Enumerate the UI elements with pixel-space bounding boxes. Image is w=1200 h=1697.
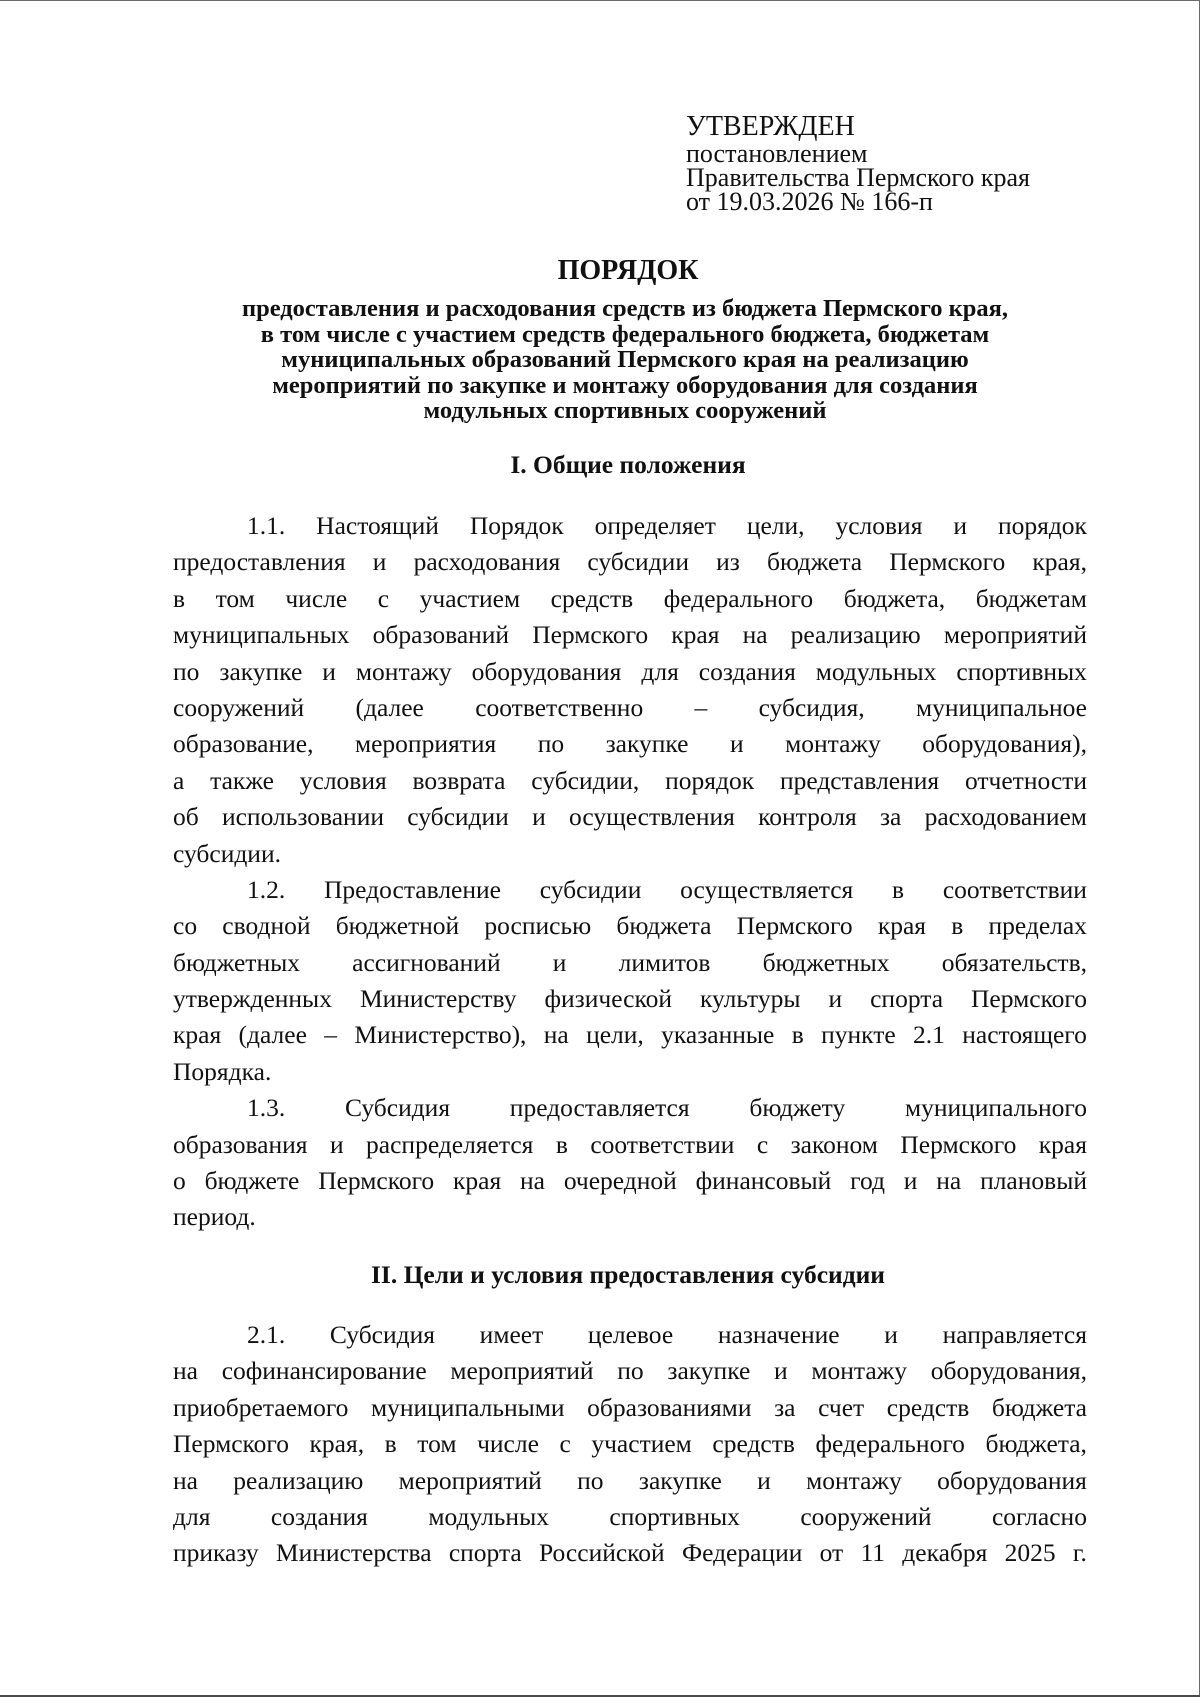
word: субсидии [407,802,509,832]
word: также [210,765,274,795]
word: федерального [815,1429,965,1459]
approval-line: Правительства Пермского края [686,163,1030,192]
text-line [173,544,1087,580]
word: муниципальными [370,1392,565,1422]
word: на [173,1465,198,1495]
word: 2.1. [247,1320,286,1349]
word: условия [835,511,923,540]
word: закупке [219,656,303,686]
word: субсидии, [531,765,640,795]
word: и [532,802,546,832]
word: спорта [448,1538,522,1568]
word: бюджета, [843,583,946,613]
word: мероприятия [354,729,497,759]
word: муниципального [904,1093,1087,1123]
word: края [1038,1129,1087,1159]
word: Настоящий [316,511,439,540]
word: субсидии [587,547,689,577]
word: и [372,547,387,577]
word: края [671,620,720,650]
text-line [173,1090,1087,1126]
word: плановый [980,1166,1087,1196]
word: спортивных [609,1501,740,1531]
word: и [903,1166,918,1196]
word: в [173,583,186,613]
word: 1.1. [247,511,286,540]
text-line [173,1426,1087,1462]
word: в [384,1429,397,1459]
word: реализацию [233,1465,364,1495]
text-line [173,799,1087,835]
word: сводной [222,911,311,941]
word: монтажу [355,656,452,686]
document-subtitle [172,296,1078,424]
word: (далее [238,1020,307,1050]
word: финансовый [695,1166,832,1196]
word: и [953,511,968,540]
word: том [215,583,255,613]
word: края [453,1166,502,1196]
word: на [936,1166,962,1196]
word: цели, [746,511,805,540]
text-line [173,1463,1087,1499]
word: соответственно [475,692,644,722]
word: Пермского [971,984,1087,1014]
word: с [377,583,390,613]
word: сооружений [173,692,305,722]
word: бюджетных [173,947,300,977]
word: назначение [717,1320,840,1349]
word: на [520,1166,545,1196]
word: представления [779,765,940,795]
word: и [828,984,843,1014]
word: бюджету [749,1093,846,1123]
word: из [716,547,740,577]
text-line: субсидии. [173,838,281,868]
word: Пермского [736,911,853,941]
section-2-heading: II. Цели и условия предоставления субсидии [371,1260,885,1289]
word: росписью [484,911,592,941]
approval-line: постановлением [686,139,868,168]
text-line: Порядка. [173,1056,272,1086]
word: – [694,692,708,722]
word: предоставления [173,547,346,577]
word: муниципальных [173,620,350,650]
word: согласно [991,1501,1087,1531]
approval-line: от 19.03.2026 № 166-п [686,187,933,216]
subtitle-line: модульных спортивных сооружений [423,397,827,424]
word: монтажу [811,1356,908,1386]
word: Федерации [681,1538,803,1568]
word: модульных [815,656,937,686]
word: и [757,1465,771,1495]
subtitle-line: в том числе с участием средств федерального бюджета, бюджетам [260,320,990,348]
text-line [173,1535,1087,1571]
word: ассигнований [352,947,501,977]
word: за [879,802,902,832]
word: пределах [988,911,1087,941]
word: порядок [665,765,755,795]
word: возврата [412,765,506,795]
word: порядок [997,511,1087,540]
word: закупке [638,1465,722,1495]
word: условия [299,765,387,795]
text-line [173,690,1087,726]
subtitle-line: муниципальных образований Пермского края на реализацию [281,346,969,373]
word: Российской [539,1538,665,1568]
document-title: ПОРЯДОК [557,255,699,286]
word: оборудования [937,1465,1087,1495]
word: средств [550,583,634,613]
word: спортивных [956,656,1087,686]
word: и [322,656,336,686]
text-line [173,1499,1087,1535]
word: со [173,911,198,941]
word: закупке [667,1356,751,1386]
word: монтажу [785,729,881,759]
subtitle-line: мероприятий по закупке и монтажу оборудования для создания [272,371,978,399]
word: законом [790,1129,878,1159]
word: и [773,1356,788,1386]
text-line [173,872,1087,908]
word: расходованием [924,802,1087,832]
word: по [537,729,565,759]
word: 2025 [1004,1538,1056,1568]
word: числе [477,1429,539,1459]
word: Порядок [469,511,564,540]
text-line [173,617,1087,653]
word: создания [270,1501,368,1531]
word: утвержденных [173,984,332,1014]
text-line [173,1390,1087,1426]
word: осуществления [568,802,735,832]
word: Министерство), [354,1020,527,1050]
word: реализацию [790,620,921,650]
word: монтажу [806,1465,902,1495]
word: числе [285,583,348,613]
word: том [417,1429,457,1459]
word: 1.2. [247,874,286,904]
word: от [819,1538,844,1568]
word: бюджетных [762,947,890,977]
text-line [173,726,1087,762]
word: по [173,656,200,686]
word: бюджета [616,911,712,941]
word: приказу [173,1538,259,1568]
word: расходования [413,547,561,577]
word: и [552,947,567,977]
word: цели, [586,1020,644,1050]
text-line [173,1017,1087,1053]
word: предоставляется [509,1093,690,1123]
word: бюджетам [975,583,1087,613]
word: – [324,1020,337,1050]
text-line [173,1163,1087,1199]
word: модульных [428,1501,549,1531]
word: г. [1072,1538,1087,1568]
word: за [774,1392,796,1422]
text-line [173,908,1087,944]
word: физической [544,984,672,1014]
word: пункте [821,1020,896,1050]
word: края [173,1020,222,1050]
word: имеет [479,1320,544,1349]
word: на [173,1356,198,1386]
word: а [173,765,185,795]
word: контроля [758,802,857,832]
word: и [729,729,744,759]
word: (далее [355,692,424,722]
word: счет [818,1392,865,1422]
word: об [173,802,199,832]
word: отчетности [964,765,1087,795]
word: Субсидия [344,1093,451,1123]
word: 1.3. [247,1093,286,1123]
word: муниципальное [915,692,1087,722]
word: Пермского [318,1166,435,1196]
text-line [173,1353,1087,1389]
word: бюджете [204,1166,300,1196]
word: субсидии [539,874,642,904]
word: образованиями [587,1392,752,1422]
word: с [559,1429,571,1459]
word: оборудования, [930,1356,1087,1386]
word: образований [372,620,510,650]
word: обязательств, [941,947,1087,977]
word: определяет [594,511,716,540]
word: в [791,1020,804,1050]
text-line [173,508,1087,544]
word: в [951,911,964,941]
word: в [555,1129,568,1159]
subtitle-line: предоставления и расходования средств из бюджета Пермского края, [241,295,1009,322]
word: о [173,1166,186,1196]
word: Предоставление [324,874,501,904]
word: соответствии [590,1129,735,1159]
word: субсидия, [758,692,865,722]
word: бюджетной [335,911,460,941]
word: и [329,1129,344,1159]
word: для [173,1501,211,1531]
word: края [877,911,927,941]
text-line [173,654,1087,690]
text-line [173,581,1087,617]
word: очередной [563,1166,677,1196]
word: год [850,1166,885,1196]
word: Пермского [173,1429,289,1459]
word: мероприятий [450,1356,594,1386]
word: образование, [173,729,314,759]
word: лимитов [618,947,711,977]
text-line [173,1317,1087,1353]
word: для [641,656,679,686]
word: 2.1 [913,1020,945,1050]
approval-word: УТВЕРЖДЕН [686,111,855,142]
word: Пермского [889,547,1006,577]
word: культуры [699,984,801,1014]
word: бюджета [991,1392,1087,1422]
word: с [756,1129,769,1159]
word: бюджета, [985,1429,1087,1459]
word: софинансирование [221,1356,427,1386]
word: участием [419,583,521,613]
word: приобретаемого [173,1392,349,1422]
word: оборудования), [922,729,1087,759]
word: сооружений [800,1501,932,1531]
section-2-body [173,1317,1087,1572]
word: по [617,1356,644,1386]
word: спорта [870,984,944,1014]
word: средств [886,1392,970,1422]
word: декабря [902,1538,988,1568]
word: федерального [663,583,814,613]
word: Министерства [275,1538,432,1568]
word: по [577,1465,604,1495]
word: образования [173,1129,308,1159]
word: Субсидия [329,1320,435,1349]
word: использовании [221,802,384,832]
word: края, [1032,547,1087,577]
word: средств [712,1429,795,1459]
word: осуществляется [680,874,854,904]
word: распределяется [366,1129,534,1159]
section-1-body [173,508,1087,1236]
word: бюджета [767,547,863,577]
word: оборудования [471,656,622,686]
word: настоящего [962,1020,1087,1050]
text-line [173,763,1087,799]
word: Пермского [532,620,649,650]
text-line [173,1127,1087,1163]
text-line [173,981,1087,1017]
section-1-heading: I. Общие положения [510,450,746,479]
scan-edge-top [0,0,1200,1]
word: края, [309,1429,365,1459]
text-line [173,945,1087,981]
word: и [884,1320,898,1349]
word: указанные [661,1020,775,1050]
word: Министерству [359,984,517,1014]
word: соответствии [942,874,1087,904]
word: создания [698,656,796,686]
word: мероприятий [943,620,1087,650]
word: 11 [860,1538,886,1568]
text-line: период. [173,1202,256,1232]
word: на [742,620,768,650]
word: в [892,874,905,904]
word: целевое [587,1320,674,1349]
word: Пермского [900,1129,1017,1159]
word: направляется [942,1320,1087,1349]
word: закупке [605,729,689,759]
word: участием [591,1429,692,1459]
word: мероприятий [398,1465,542,1495]
approval-stamp-block [686,112,1106,214]
word: на [543,1020,569,1050]
